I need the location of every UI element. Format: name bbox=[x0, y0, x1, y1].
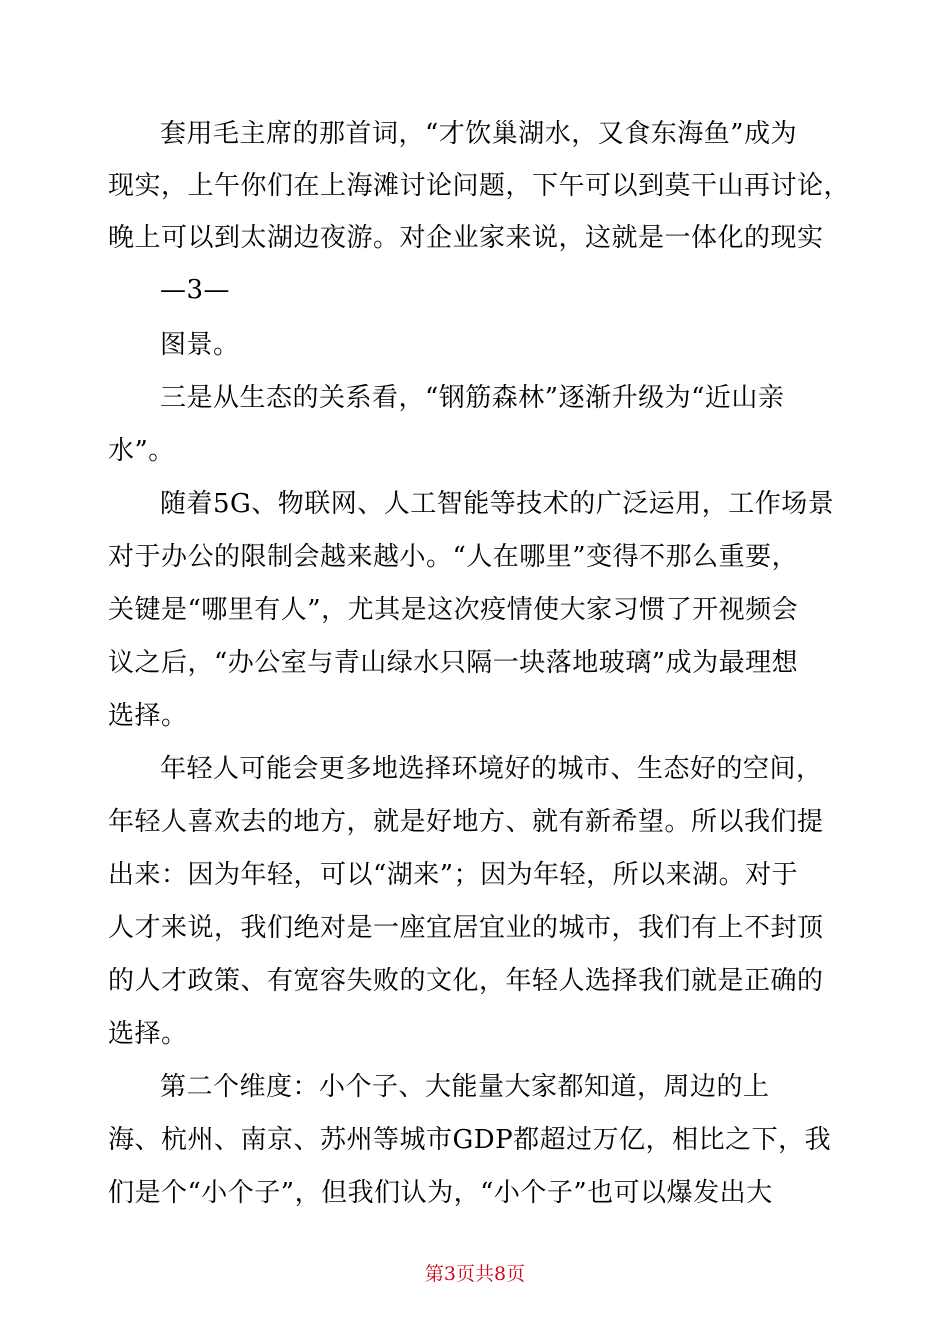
text-line: 的人才政策、有宽容失败的文化，年轻人选择我们就是正确的 bbox=[108, 966, 824, 996]
text-line: 晚上可以到太湖边夜游。对企业家来说，这就是一体化的现实 bbox=[108, 223, 824, 253]
text-line: 图景。 bbox=[160, 330, 240, 360]
page-footer: 第3页共8页 bbox=[424, 1263, 526, 1285]
text-line: 现实，上午你们在上海滩讨论问题，下午可以到莫干山再讨论， bbox=[108, 171, 851, 201]
text-line: 第二个维度：小个子、大能量大家都知道，周边的上 bbox=[160, 1072, 770, 1102]
text-line: 议之后，“办公室与青山绿水只隔一块落地玻璃”成为最理想 bbox=[108, 648, 799, 678]
text-line: 随着5G、物联网、人工智能等技术的广泛运用，工作场景 bbox=[160, 489, 835, 519]
text-line: 们是个“小个子”，但我们认为，“小个子”也可以爆发出大 bbox=[108, 1178, 773, 1208]
text-line: 套用毛主席的那首词，“才饮巢湖水，又食东海鱼”成为 bbox=[160, 119, 798, 149]
text-line: 选择。 bbox=[108, 1019, 188, 1049]
text-line: 选择。 bbox=[108, 701, 188, 731]
text-line: 出来：因为年轻，可以“湖来”；因为年轻，所以来湖。对于 bbox=[108, 860, 799, 890]
text-line: 关键是“哪里有人”，尤其是这次疫情使大家习惯了开视频会 bbox=[108, 595, 799, 625]
text-line: 年轻人喜欢去的地方，就是好地方、就有新希望。所以我们提 bbox=[108, 807, 824, 837]
page-separator: —3— bbox=[160, 275, 231, 305]
text-line: 对于办公的限制会越来越小。“人在哪里”变得不那么重要， bbox=[108, 542, 799, 572]
text-line: 人才来说，我们绝对是一座宜居宜业的城市，我们有上不封顶 bbox=[108, 913, 824, 943]
text-line: 水”。 bbox=[108, 436, 175, 466]
text-line: 海、杭州、南京、苏州等城市GDP都超过万亿，相比之下，我 bbox=[108, 1125, 832, 1155]
text-line: 年轻人可能会更多地选择环境好的城市、生态好的空间， bbox=[160, 754, 823, 784]
text-line: 三是从生态的关系看，“钢筋森林”逐渐升级为“近山亲 bbox=[160, 383, 785, 413]
